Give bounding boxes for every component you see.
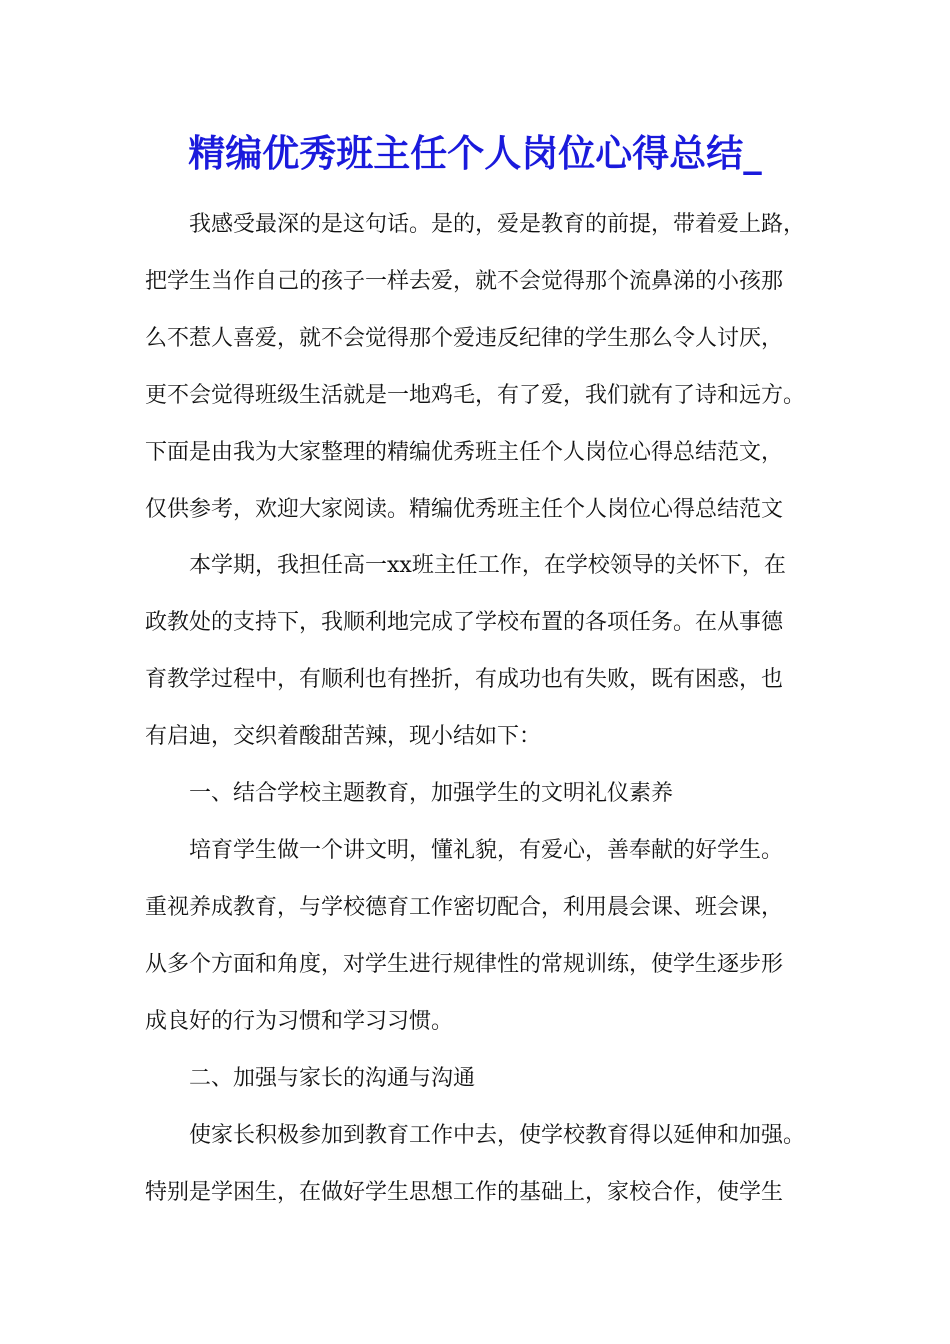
paragraph-line: 使家长积极参加到教育工作中去，使学校教育得以延伸和加强。	[189, 1123, 806, 1148]
paragraph-line: 育教学过程中，有顺利也有挫折，有成功也有失败，既有困惑，也	[145, 667, 784, 692]
paragraph-line: 本学期，我担任高一xx班主任工作，在学校领导的关怀下，在	[189, 553, 786, 578]
paragraph-line: 政教处的支持下，我顺利地完成了学校布置的各项任务。在从事德	[145, 610, 784, 635]
section-heading: 一、结合学校主题教育，加强学生的文明礼仪素养	[189, 781, 674, 806]
paragraph-line: 培育学生做一个讲文明，懂礼貌，有爱心，善奉献的好学生。	[189, 838, 784, 863]
paragraph-line: 把学生当作自己的孩子一样去爱，就不会觉得那个流鼻涕的小孩那	[145, 269, 784, 294]
section-heading: 二、加强与家长的沟通与沟通	[189, 1066, 476, 1091]
paragraph-line: 成良好的行为习惯和学习习惯。	[145, 1009, 454, 1034]
paragraph-line: 从多个方面和角度，对学生进行规律性的常规训练，使学生逐步形	[145, 952, 784, 977]
paragraph-line: 更不会觉得班级生活就是一地鸡毛，有了爱，我们就有了诗和远方。	[145, 383, 806, 408]
paragraph-line: 么不惹人喜爱，就不会觉得那个爱违反纪律的学生那么令人讨厌，	[145, 326, 784, 351]
paragraph-line: 特别是学困生，在做好学生思想工作的基础上，家校合作，使学生	[145, 1180, 784, 1205]
paragraph-line: 重视养成教育，与学校德育工作密切配合，利用晨会课、班会课，	[145, 895, 784, 920]
paragraph-line: 有启迪，交织着酸甜苦辣，现小结如下：	[145, 724, 542, 749]
paragraph-line: 我感受最深的是这句话。是的，爱是教育的前提，带着爱上路，	[189, 212, 806, 237]
paragraph-line: 仅供参考，欢迎大家阅读。精编优秀班主任个人岗位心得总结范文	[145, 497, 784, 522]
document-title: 精编优秀班主任个人岗位心得总结_	[188, 131, 762, 175]
paragraph-line: 下面是由我为大家整理的精编优秀班主任个人岗位心得总结范文，	[145, 440, 784, 465]
